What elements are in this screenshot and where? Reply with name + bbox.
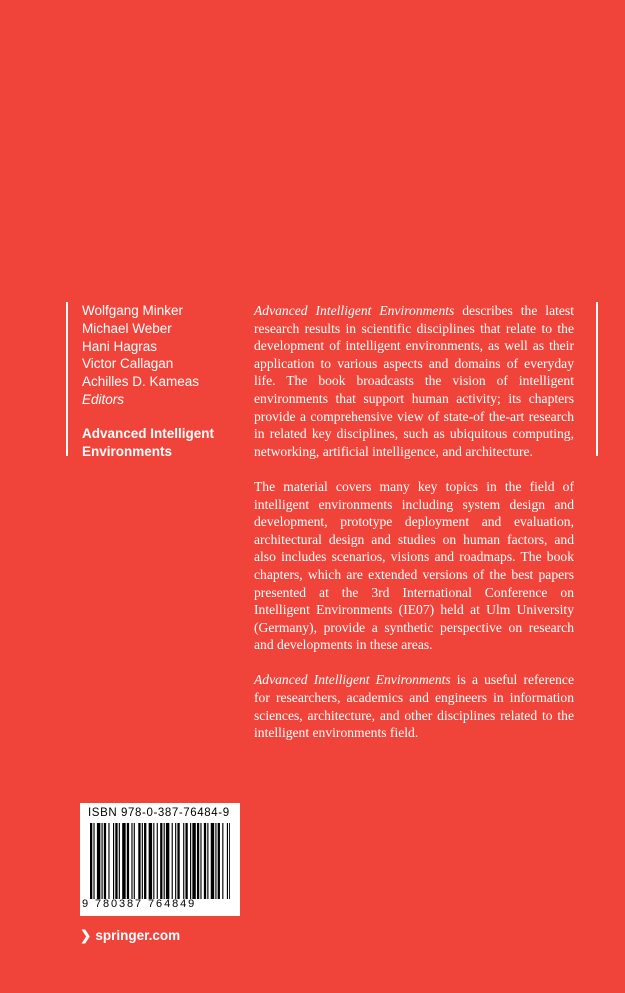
- barcode-bar: [166, 823, 169, 899]
- right-divider-line: [596, 302, 598, 456]
- barcode-bar: [97, 823, 100, 899]
- barcode-bar: [149, 823, 152, 899]
- editor-name: Hani Hagras: [82, 338, 158, 354]
- book-title: Advanced Intelligent Environments: [82, 426, 215, 459]
- publisher-site: springer.com: [95, 928, 181, 943]
- barcode-bar: [222, 823, 223, 899]
- book-description: [254, 302, 574, 759]
- left-divider-line: [66, 302, 68, 456]
- title-emphasis: Advanced Intelligent Environments: [254, 672, 451, 688]
- barcode-bar: [207, 823, 208, 899]
- barcode-bar: [227, 823, 228, 899]
- description-paragraph-3: [254, 671, 574, 741]
- barcode-bar: [211, 823, 214, 899]
- description-paragraph-2: The material covers many key topics in the field of intelligent environments including system design and development, prototype deployment and evaluation, architectural design and studies on human factors, and also includes scenarios, visions and roadmaps. The book chapters, which are extended versions of the best papers presented at the 3rd International Conference on Intelligent Environments (IE07) held at Ulm University (Germany), provide a synthetic perspective on research and developments in these areas.: [254, 478, 574, 653]
- barcode-bar: [172, 823, 173, 899]
- barcode-bars: [90, 823, 230, 899]
- barcode-bar: [108, 823, 109, 899]
- barcode-bar: [90, 823, 92, 899]
- barcode-bar: [204, 823, 206, 899]
- barcode-bar: [93, 823, 94, 899]
- barcode-bar: [218, 823, 220, 899]
- editors-role: Editors: [82, 391, 125, 407]
- description-text: describes the latest research results in scientific disciplines that relate to the development of intelligent environments, as well as their application to various aspects and domains of everyday life. The book broadcasts the vision of intelligent environments that support human activity; its chapters provide a comprehensive view of state-of the-art research in related key disciplines, such as ubiquitous computing, networking, artificial intelligence, and architecture.: [254, 303, 574, 459]
- editors-list: [82, 302, 242, 409]
- barcode-bar: [229, 823, 230, 899]
- editor-name: Victor Callagan: [82, 356, 174, 372]
- barcode-bar: [119, 823, 120, 899]
- barcode-bar: [190, 823, 191, 899]
- barcode-bar: [102, 823, 103, 899]
- barcode-bar: [183, 823, 184, 899]
- barcode-bar: [144, 823, 146, 899]
- isbn-barcode: [80, 803, 240, 916]
- barcode-bar: [175, 823, 176, 899]
- barcode-bar: [134, 823, 135, 899]
- barcode-bar: [104, 823, 106, 899]
- barcode-bar: [131, 823, 132, 899]
- publisher-link[interactable]: [80, 928, 180, 944]
- barcode-bar: [164, 823, 165, 899]
- title-emphasis: Advanced Intelligent Environments: [254, 303, 455, 318]
- barcode-bar: [197, 823, 199, 899]
- description-text: is a useful reference for researchers, academics and engineers in information sciences, architecture, and other disciplines related to the intelligent environments field.: [254, 672, 574, 741]
- barcode-bar: [138, 823, 140, 899]
- barcode-bar: [192, 823, 195, 899]
- barcode-bar: [142, 823, 143, 899]
- barcode-bar: [160, 823, 162, 899]
- barcode-bar: [122, 823, 125, 899]
- editor-name: Achilles D. Kameas: [82, 374, 200, 390]
- barcode-bar: [115, 823, 117, 899]
- description-paragraph-1: [254, 302, 574, 460]
- barcode-bar: [215, 823, 216, 899]
- barcode-bar: [153, 823, 154, 899]
- editor-name: Wolfgang Minker: [82, 303, 184, 318]
- barcode-bar: [127, 823, 129, 899]
- isbn-label: ISBN 978-0-387-76484-9: [88, 807, 230, 819]
- barcode-bar: [157, 823, 158, 899]
- barcode-bar: [177, 823, 179, 899]
- barcode-digits: 9 780387 764849: [82, 898, 197, 910]
- barcode-bar: [185, 823, 187, 899]
- chevron-right-icon: ❯: [80, 928, 92, 943]
- barcode-bar: [113, 823, 114, 899]
- editor-name: Michael Weber: [82, 320, 172, 336]
- barcode-bar: [200, 823, 201, 899]
